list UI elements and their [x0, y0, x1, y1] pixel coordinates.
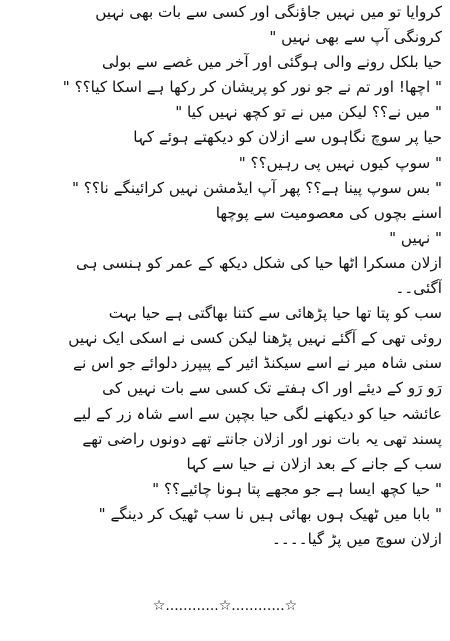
text-line: " سوپ کیوں نہیں پی رہیں؟؟ "	[238, 153, 442, 172]
text-line: " میں نے؟؟ لیکن میں نے تو کچھ نہیں کیا "	[175, 103, 442, 122]
text-line: رَو رَو کے دیئے اور اک ہفتے تک کسی سے بات نہیں کی	[102, 379, 442, 398]
text-line: آگئی۔۔	[395, 279, 442, 298]
text-line: سب کے جانے کے بعد ازلان نے حیا سے کہا	[186, 454, 442, 473]
section-divider: ☆............☆............☆	[152, 598, 298, 614]
text-line: پسند تھی یہ بات نور اور ازلان جانتے تھے دونوں راضی تھے	[82, 429, 442, 448]
text-line: سب کو پتا تھا حیا پڑھائی سے کتنا بھاگتی ہے حیا بہت	[108, 304, 442, 323]
text-line: " حیا کچھ ایسا ہے جو مجھے پتا ہونا چائیے؟؟ "	[152, 479, 442, 498]
text-line: کرونگی آپ سے بھی نہیں "	[269, 28, 442, 47]
text-line: " نہیں "	[389, 228, 442, 247]
text-line: روئی تھی کے آگئے نہیں پڑھنا لیکن کسی نے اسکی ایک نہیں	[68, 329, 442, 348]
text-line: ازلان سوچ میں پڑ گیا۔۔۔۔	[272, 529, 442, 548]
text-line: " بس سوپ پینا ہے؟؟ پھر آپ ایڈمشن نہیں کرائینگے نا؟؟ "	[71, 178, 442, 197]
text-line: عائشہ حیا کو دیکھنے لگی حیا بچپن سے اسے شاہ زر کے لیے	[73, 404, 442, 423]
text-line: " بابا میں ٹھیک ہوں بھائی ہیں نا سب ٹھیک کر دینگے "	[98, 504, 442, 523]
text-line: اسنے بچوں کی معصومیت سے پوچھا	[215, 203, 442, 222]
text-line: کروایا تو میں نہیں جاؤنگی اور کسی سے بات بھی نہیں	[95, 3, 442, 21]
text-line: ازلان مسکرا اٹھا حیا کی شکل دیکھ کے عمر کو ہنسی ہی	[76, 253, 442, 272]
story-text	[8, 0, 442, 552]
text-line: " اچھا! اور تم نے جو نور کو پریشان کر رکھا ہے اسکا کیا؟؟ "	[62, 78, 442, 97]
text-line: سنی شاہ میر نے اسے سیکنڈ ائیر کے پیپرز دلوائے جو اس نے	[73, 354, 442, 373]
text-line: حیا بلکل رونے والی ہوگئی اور آخر میں غصے سے بولی	[101, 53, 442, 72]
text-line: حیا پر سوچ نگاہوں سے ازلان کو دیکھتے ہوئے کہا	[133, 128, 442, 147]
